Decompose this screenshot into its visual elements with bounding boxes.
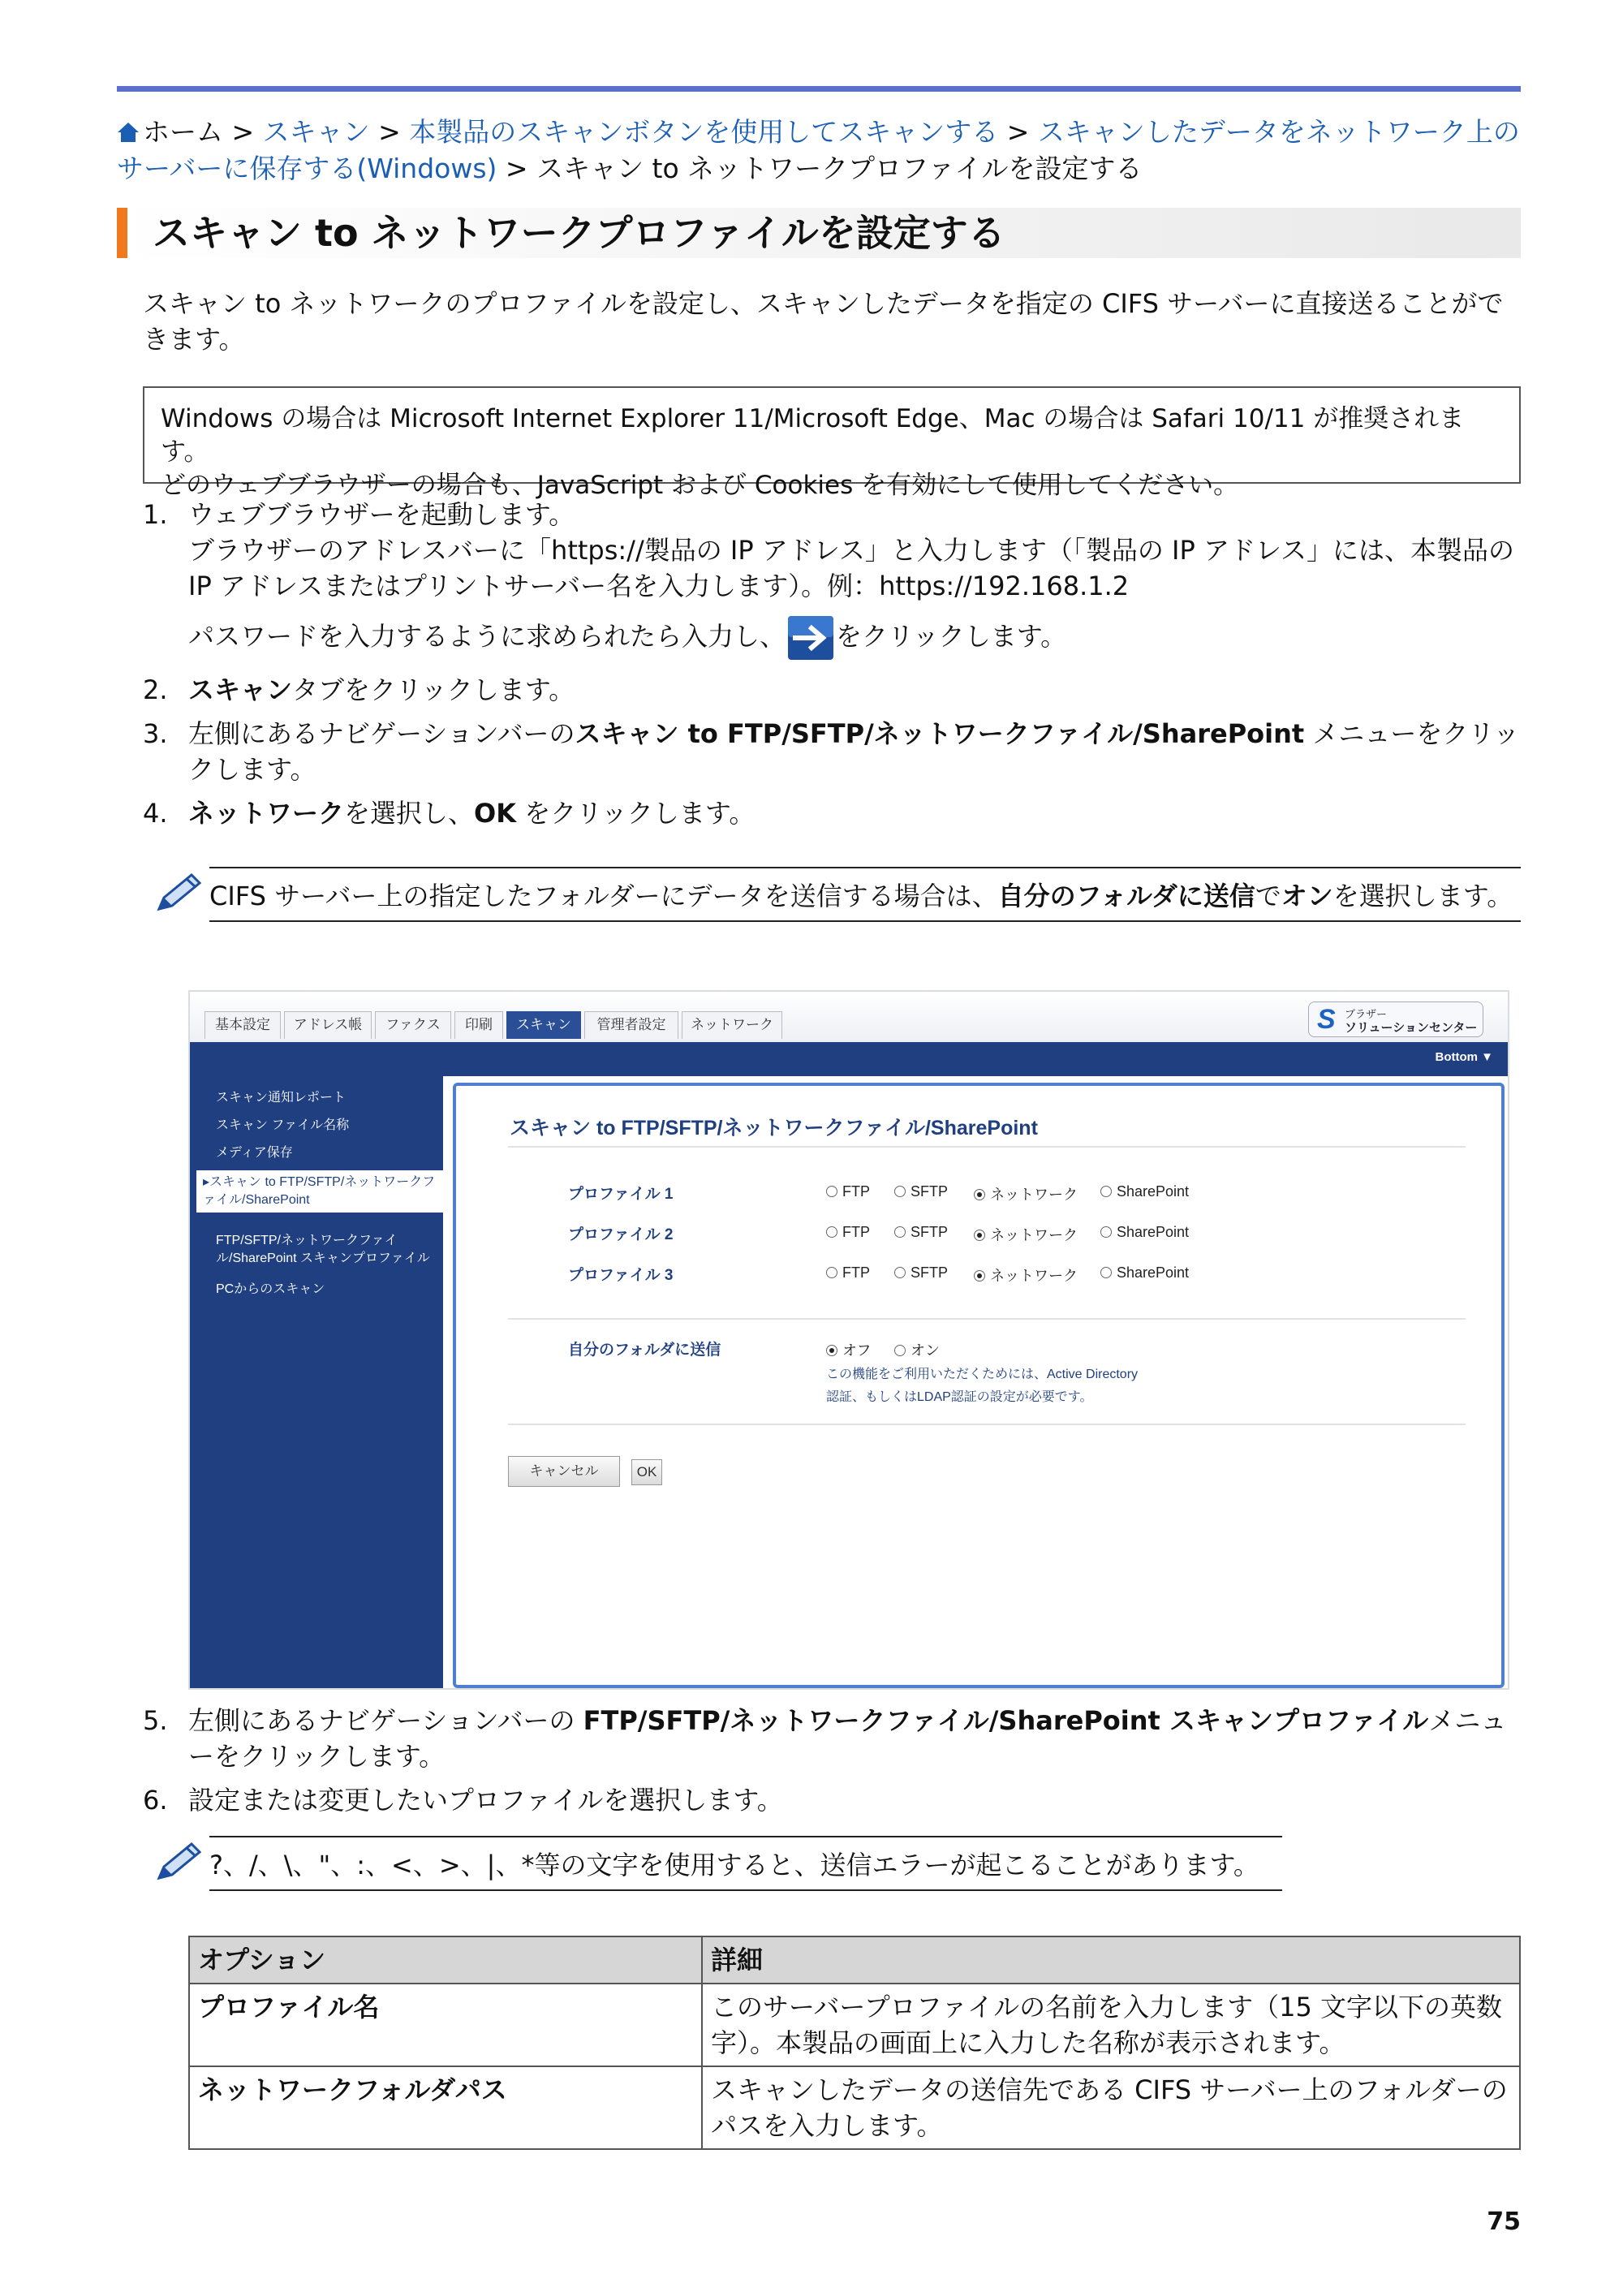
navigation-sidebar: [190, 1076, 443, 1690]
tab-bar: [190, 992, 1508, 1042]
breadcrumb-scan-button-link[interactable]: 本製品のスキャンボタンを使用してスキャンする: [409, 116, 999, 148]
step-text: [188, 1703, 1522, 1774]
steps-list-a: [143, 497, 1522, 831]
browser-note-line-2: どのウェブブラウザーの場合も、JavaScript および Cookies を有効にして使用してください。: [161, 471, 1239, 500]
page-title: スキャン to ネットワークプロファイルを設定する: [153, 211, 1005, 255]
steps-list-b: [143, 1703, 1522, 1818]
breadcrumb-current: スキャン to ネットワークプロファイルを設定する: [536, 153, 1143, 184]
memo-bold-on: オン: [1281, 881, 1333, 911]
step-text: [188, 672, 1522, 708]
radio-icon: [894, 1267, 906, 1278]
radio-icon: [1100, 1186, 1112, 1197]
memo-text: CIFS サーバー上の指定したフォルダーにデータを送信する場合は、: [209, 881, 998, 911]
top-rule: [117, 86, 1521, 92]
settings-panel: [453, 1083, 1505, 1688]
step-4-bold-network: ネットワーク: [188, 798, 345, 829]
radio-icon: [894, 1345, 906, 1356]
step-number: 2.: [143, 674, 168, 705]
breadcrumb-home: ホーム: [143, 116, 223, 148]
my-folder-label: 自分のフォルダに送信: [568, 1342, 721, 1359]
my-folder-off-radio[interactable]: [826, 1339, 871, 1360]
title-accent: [117, 208, 127, 258]
profile-2-ftp-radio[interactable]: [826, 1224, 870, 1241]
page-number: 75: [1487, 2208, 1521, 2236]
step-number: 3.: [143, 718, 168, 749]
home-icon[interactable]: [117, 122, 140, 143]
profile-1-sharepoint-radio[interactable]: [1100, 1183, 1189, 1200]
radio-selected-icon: [826, 1345, 837, 1356]
header-bar: [190, 1042, 1508, 1076]
brother-solution-center-logo[interactable]: [1308, 1002, 1483, 1037]
option-label: SharePoint: [1117, 1264, 1190, 1281]
memo-body: ?、/、\、"、:、<、>、|、*等の文字を使用すると、送信エラーが起こることがあります。: [209, 1836, 1282, 1891]
memo-bold-my-folder: 自分のフォルダに送信: [997, 881, 1255, 911]
tab-fax[interactable]: ファクス: [375, 1011, 451, 1039]
step-4: [143, 795, 1522, 831]
tab-basic-settings[interactable]: 基本設定: [204, 1011, 281, 1039]
step-text: [188, 716, 1522, 787]
breadcrumb-separator: >: [369, 116, 410, 148]
step-2: [143, 672, 1522, 708]
step-2-bold: スキャン: [188, 674, 293, 705]
radio-selected-icon: [974, 1189, 985, 1200]
step-text: ウェブブラウザーを起動します。: [188, 499, 575, 530]
radio-selected-icon: [974, 1230, 985, 1241]
bottom-link[interactable]: Bottom ▼: [1435, 1050, 1493, 1064]
breadcrumb-separator: >: [998, 116, 1038, 148]
step-3-text-after: メニューをクリックします。: [188, 718, 1520, 785]
tab-admin-settings[interactable]: 管理者設定: [584, 1011, 678, 1039]
table-cell-option: ネットワークフォルダパス: [189, 2066, 702, 2149]
divider: [508, 1318, 1466, 1320]
step-4-bold-ok: OK: [474, 798, 517, 829]
breadcrumb-scan-link[interactable]: スキャン: [262, 116, 370, 148]
page-title-bar: [117, 208, 1521, 258]
profile-1-ftp-radio[interactable]: [826, 1183, 870, 1200]
radio-icon: [826, 1267, 837, 1278]
cancel-button[interactable]: キャンセル: [508, 1456, 620, 1487]
intro-text: スキャン to ネットワークのプロファイルを設定し、スキャンしたデータを指定の CIFS サーバーに直接送ることができます。: [143, 288, 1504, 355]
step-4-text-after: をクリックします。: [516, 798, 756, 829]
profile-2-network-radio[interactable]: [974, 1224, 1078, 1245]
table-row: [189, 2066, 1520, 2149]
profile-1-network-radio[interactable]: [974, 1183, 1078, 1204]
options-table: [188, 1936, 1521, 2150]
option-label: FTP: [842, 1183, 870, 1200]
table-row: [189, 1984, 1520, 2066]
step-3-text-before: 左側にあるナビゲーションバーの: [188, 718, 575, 749]
table-header-detail: 詳細: [702, 1936, 1520, 1984]
option-label: SharePoint: [1117, 1224, 1190, 1240]
option-label: SFTP: [911, 1183, 949, 1200]
browser-note-box: [143, 386, 1521, 500]
profile-3-network-radio[interactable]: [974, 1264, 1078, 1286]
profile-1-label: プロファイル 1: [568, 1186, 674, 1203]
step-5: [143, 1703, 1522, 1774]
my-folder-note-1: この機能をご利用いただくためには、Active Directory: [826, 1368, 1139, 1381]
step-number: 5.: [143, 1705, 168, 1736]
option-label: FTP: [842, 1224, 870, 1240]
sidebar-item-scan-file-name[interactable]: スキャン ファイル名称: [216, 1118, 350, 1132]
step-5-text-before: 左側にあるナビゲーションバーの: [188, 1705, 583, 1736]
profile-3-label: プロファイル 3: [568, 1267, 674, 1284]
memo-text: を選択します。: [1332, 881, 1513, 911]
radio-icon: [1100, 1267, 1112, 1278]
memo-forbidden-characters: [154, 1836, 1282, 1891]
sidebar-item-scan-report[interactable]: スキャン通知レポート: [216, 1091, 347, 1105]
option-label: SharePoint: [1117, 1183, 1190, 1200]
arrow-login-icon[interactable]: [787, 615, 834, 661]
divider: [508, 1424, 1466, 1425]
step-text: [188, 795, 1522, 831]
sidebar-item-scan-profile[interactable]: FTP/SFTP/ネットワークファイル/SharePoint スキャンプロファイル: [216, 1234, 430, 1265]
table-cell-detail: スキャンしたデータの送信先である CIFS サーバー上のフォルダーのパスを入力します。: [702, 2066, 1520, 2149]
table-cell-option: プロファイル名: [189, 1984, 702, 2066]
pencil-icon: [154, 872, 203, 914]
tab-network[interactable]: ネットワーク: [682, 1011, 782, 1039]
sidebar-item-pc-scan[interactable]: PCからのスキャン: [216, 1282, 325, 1296]
tab-scan[interactable]: スキャン: [506, 1011, 581, 1039]
sidebar-item-scan-to-ftp[interactable]: ▸スキャン to FTP/SFTP/ネットワークファイル/SharePoint: [196, 1170, 443, 1213]
radio-icon: [826, 1226, 837, 1238]
step-2-text: タブをクリックします。: [292, 674, 575, 705]
step-1-click-text: をクリックします。: [836, 621, 1067, 652]
step-5-bold: FTP/SFTP/ネットワークファイル/SharePoint スキャンプロファイル: [583, 1705, 1429, 1736]
panel-title: スキャン to FTP/SFTP/ネットワークファイル/SharePoint: [510, 1117, 1038, 1139]
step-5-text-after: メニューをクリックします。: [188, 1705, 1507, 1772]
option-label: FTP: [842, 1264, 870, 1281]
profile-3-sftp-radio[interactable]: [894, 1264, 948, 1282]
web-ui-screenshot: [188, 990, 1509, 1690]
radio-icon: [894, 1226, 906, 1238]
step-number: 6.: [143, 1785, 168, 1816]
radio-icon: [894, 1186, 906, 1197]
radio-icon: [1100, 1226, 1112, 1238]
step-3: [143, 716, 1522, 787]
ok-button[interactable]: OK: [631, 1459, 662, 1485]
option-label: オン: [911, 1342, 940, 1359]
memo-body: [209, 867, 1521, 922]
table-cell-detail: このサーバープロファイルの名前を入力します（15 文字以下の英数字）。本製品の画面上に入力した名称が表示されます。: [702, 1984, 1520, 2066]
logo-line-1: ブラザー: [1345, 1008, 1388, 1020]
option-label: ネットワーク: [990, 1187, 1078, 1203]
logo-line-2: ソリューションセンター: [1345, 1021, 1478, 1035]
option-label: SFTP: [911, 1264, 949, 1281]
table-header-option: オプション: [189, 1936, 702, 1984]
radio-icon: [826, 1186, 837, 1197]
profile-3-ftp-radio[interactable]: [826, 1264, 870, 1282]
step-1-address-instruction: ブラウザーのアドレスバーに「https://製品の IP アドレス」と入力します（「製品の IP アドレス」には、本製品の IP アドレスまたはプリントサーバー名を入力します）。例：https://192.168.1.2: [188, 535, 1514, 601]
sidebar-item-media-save[interactable]: メディア保存: [216, 1146, 293, 1160]
table-header-row: [189, 1936, 1520, 1984]
option-label: ネットワーク: [990, 1268, 1078, 1284]
breadcrumb-separator: >: [223, 116, 263, 148]
option-label: SFTP: [911, 1224, 949, 1240]
step-1: [143, 497, 1522, 661]
profile-1-sftp-radio[interactable]: [894, 1183, 948, 1200]
browser-note-line-1: Windows の場合は Microsoft Internet Explorer 11/Microsoft Edge、Mac の場合は Safari 10/11 が推奨されます。: [161, 404, 1465, 467]
step-3-bold: スキャン to FTP/SFTP/ネットワークファイル/SharePoint: [575, 718, 1305, 749]
step-number: 4.: [143, 798, 168, 829]
breadcrumb: [117, 114, 1521, 187]
profile-2-label: プロファイル 2: [568, 1226, 674, 1243]
option-label: オフ: [842, 1342, 872, 1359]
profile-3-sharepoint-radio[interactable]: [1100, 1264, 1189, 1282]
memo-my-folder: [154, 867, 1521, 922]
divider: [508, 1146, 1466, 1148]
step-text: 設定または変更したいプロファイルを選択します。: [188, 1785, 783, 1816]
step-1-password-text: パスワードを入力するように求められたら入力し、: [188, 621, 786, 652]
step-6: [143, 1782, 1522, 1818]
step-1-password-instruction: [188, 615, 1522, 661]
breadcrumb-save-network-link[interactable]: スキャンしたデータをネットワーク上のサーバーに保存する(Windows): [117, 116, 1520, 184]
my-folder-on-radio[interactable]: [894, 1339, 940, 1360]
tab-address-book[interactable]: アドレス帳: [284, 1011, 372, 1039]
pencil-icon: [154, 1841, 203, 1883]
my-folder-note-2: 認証、もしくはLDAP認証の設定が必要です。: [826, 1390, 1093, 1404]
tab-print[interactable]: 印刷: [454, 1011, 503, 1039]
step-4-text: を選択し、: [344, 798, 475, 829]
profile-2-sftp-radio[interactable]: [894, 1224, 948, 1241]
profile-2-sharepoint-radio[interactable]: [1100, 1224, 1189, 1241]
memo-text: で: [1255, 881, 1281, 911]
breadcrumb-separator: >: [497, 153, 537, 184]
radio-selected-icon: [974, 1270, 985, 1282]
logo-mark: S: [1317, 1004, 1336, 1035]
option-label: ネットワーク: [990, 1227, 1078, 1243]
step-number: 1.: [143, 499, 168, 530]
